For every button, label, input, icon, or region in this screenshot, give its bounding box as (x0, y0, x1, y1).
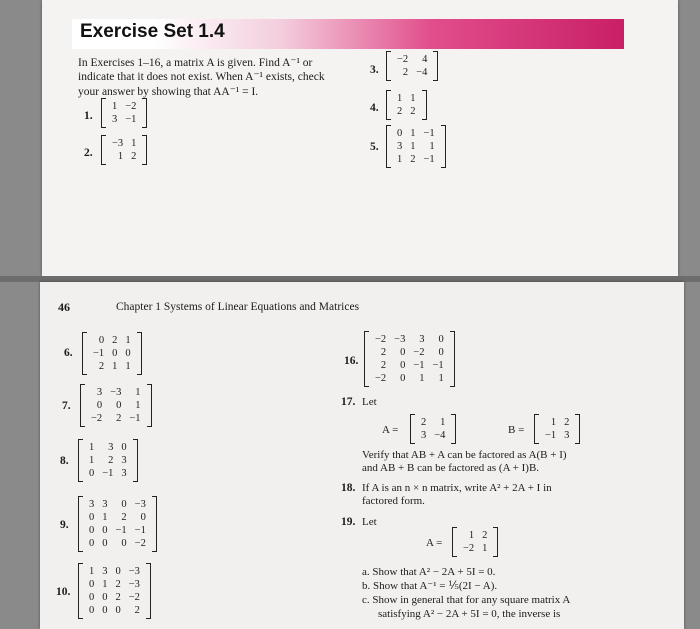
matrix-entry: 0 (115, 605, 121, 616)
matrix-entry: 2 (108, 455, 114, 466)
matrix-entry: −1 (432, 360, 444, 371)
matrix-entry: 3 (102, 566, 108, 577)
matrix-entry: 0 (102, 605, 108, 616)
matrix-entry: −1 (93, 348, 105, 359)
matrix-entry: 0 (125, 348, 131, 359)
matrix-entry: 3 (89, 499, 95, 510)
section-title: Exercise Set 1.4 (80, 21, 225, 42)
matrix-entry: 3 (397, 141, 403, 152)
matrix-entry: 3 (108, 442, 114, 453)
matrix-entry: 1 (410, 141, 416, 152)
matrix-entry: 0 (102, 592, 108, 603)
matrix-entry: 1 (102, 512, 108, 523)
matrix-entry: 2 (564, 417, 570, 428)
exercise-1-label: 1. (84, 110, 93, 122)
exercise-3-label: 3. (370, 64, 379, 76)
matrix-entry: −1 (115, 525, 127, 536)
exercise-10-label: 10. (56, 586, 71, 598)
exercise-17-matrix-a (410, 416, 456, 442)
matrix-entry: −1 (423, 128, 435, 139)
exercise-5-label: 5. (370, 141, 379, 153)
matrix-entry: −2 (413, 347, 425, 358)
exercise-19-a-label: A = (426, 537, 443, 549)
matrix-entry: 0 (115, 566, 121, 577)
matrix-entry: 1 (89, 442, 95, 453)
matrix-entry: 2 (410, 106, 416, 117)
exercise-19-part-c-2: satisfying A² − 2A + 5I = 0, the inverse is (378, 608, 561, 620)
exercise-19-matrix-a (452, 529, 498, 555)
exercise-7-label: 7. (62, 400, 71, 412)
exercise-19-let: Let (362, 516, 377, 528)
exercise-18-label: 18. (341, 482, 356, 494)
matrix-entry: −2 (134, 538, 146, 549)
exercise-19-label: 19. (341, 516, 356, 528)
matrix-entry: 1 (482, 543, 488, 554)
matrix-entry: 2 (380, 347, 387, 358)
matrix-entry: 1 (112, 361, 118, 372)
matrix-entry: −1 (134, 525, 146, 536)
exercise-16-label: 16. (344, 355, 359, 367)
matrix-entry: 2 (421, 417, 427, 428)
matrix-entry: 1 (89, 455, 95, 466)
matrix-entry: −2 (463, 543, 475, 554)
matrix-entry: 1 (135, 387, 141, 398)
matrix-entry: −1 (129, 413, 141, 424)
matrix-entry: −2 (397, 54, 409, 65)
matrix-entry: 3 (121, 468, 127, 479)
matrix-entry: −1 (102, 468, 114, 479)
matrix-entry: 0 (89, 592, 95, 603)
exercise-17-b-label: B = (508, 424, 525, 436)
matrix-entry: 2 (116, 413, 122, 424)
matrix-entry: 1 (410, 93, 416, 104)
matrix-entry: 1 (440, 417, 446, 428)
matrix-entry: 0 (116, 400, 122, 411)
matrix-entry: 0 (89, 512, 95, 523)
matrix-entry: 0 (438, 347, 444, 358)
matrix-entry: 3 (421, 430, 427, 441)
exercise-9-matrix (78, 498, 157, 550)
matrix-entry: 0 (102, 538, 108, 549)
matrix-entry: −2 (125, 101, 137, 112)
matrix-entry: 1 (112, 101, 118, 112)
exercise-18-line-1: If A is an n × n matrix, write A² + 2A + I in (362, 482, 552, 494)
matrix-entry: 2 (98, 361, 105, 372)
matrix-entry: 1 (397, 93, 403, 104)
exercise-16-matrix (364, 333, 455, 385)
exercise-17-label: 17. (341, 396, 356, 408)
exercise-18-line-2: factored form. (362, 495, 425, 507)
page-number: 46 (58, 300, 70, 314)
matrix-entry: 3 (112, 114, 118, 125)
matrix-entry: 1 (550, 417, 557, 428)
exercise-2-label: 2. (84, 147, 93, 159)
exercise-4-matrix (386, 92, 427, 118)
exercise-8-matrix (78, 441, 138, 480)
matrix-entry: 2 (121, 512, 127, 523)
exercise-10-matrix (78, 565, 151, 617)
exercise-2-matrix (101, 137, 147, 163)
exercise-5-matrix (386, 127, 446, 166)
matrix-entry: 3 (564, 430, 570, 441)
matrix-entry: 2 (410, 154, 416, 165)
matrix-entry: −3 (112, 138, 124, 149)
matrix-entry: 2 (115, 592, 121, 603)
exercise-17-a-label: A = (382, 424, 399, 436)
matrix-entry: 1 (468, 530, 475, 541)
matrix-entry: 1 (125, 335, 131, 346)
matrix-entry: −1 (125, 114, 137, 125)
matrix-entry: 0 (89, 579, 95, 590)
matrix-entry: 0 (400, 373, 406, 384)
matrix-entry: 0 (102, 525, 108, 536)
exercise-8-label: 8. (60, 455, 69, 467)
matrix-entry: 2 (397, 106, 403, 117)
matrix-entry: 0 (400, 360, 406, 371)
exercise-1-matrix (101, 100, 147, 126)
exercise-19-part-c-1: c. Show in general that for any square matrix A (362, 594, 571, 606)
matrix-entry: −1 (545, 430, 557, 441)
matrix-entry: −4 (416, 67, 428, 78)
matrix-entry: −3 (128, 566, 140, 577)
matrix-entry: 3 (419, 334, 425, 345)
running-head: Chapter 1 Systems of Linear Equations and Matrices (116, 301, 360, 313)
matrix-entry: 0 (397, 128, 403, 139)
matrix-entry: 3 (121, 455, 127, 466)
exercise-17-verify-2: and AB + B can be factored as (A + I)B. (362, 462, 540, 474)
matrix-entry: 3 (102, 499, 108, 510)
matrix-entry: 2 (112, 335, 118, 346)
matrix-entry: 2 (380, 360, 387, 371)
matrix-entry: 1 (125, 361, 131, 372)
matrix-entry: 0 (400, 347, 406, 358)
exercise-4-label: 4. (370, 102, 379, 114)
matrix-entry: 0 (98, 335, 105, 346)
matrix-entry: 1 (117, 151, 124, 162)
matrix-entry: 0 (112, 348, 118, 359)
exercise-instructions: In Exercises 1–16, a matrix A is given. Find A⁻¹ or indicate that it does not exist. When A⁻¹ exists, check your answer by showing that AA⁻¹ = I. (78, 57, 325, 98)
matrix-entry: 2 (482, 530, 488, 541)
exercise-6-matrix (82, 334, 142, 373)
matrix-entry: 0 (89, 525, 95, 536)
exercise-19-part-a: a. Show that A² − 2A + 5I = 0. (362, 566, 496, 578)
exercise-7-matrix (80, 386, 152, 425)
exercise-3-matrix (386, 53, 438, 79)
exercise-17-verify-1: Verify that AB + A can be factored as A(B + I) (362, 449, 567, 461)
matrix-entry: −3 (128, 579, 140, 590)
matrix-entry: 1 (429, 141, 435, 152)
matrix-entry: −3 (110, 387, 122, 398)
matrix-entry: 4 (422, 54, 428, 65)
matrix-entry: −3 (134, 499, 146, 510)
matrix-entry: −2 (375, 373, 387, 384)
matrix-entry: 0 (438, 334, 444, 345)
exercise-9-label: 9. (60, 519, 69, 531)
matrix-entry: −4 (434, 430, 446, 441)
matrix-entry: 2 (115, 579, 121, 590)
matrix-entry: 0 (121, 442, 127, 453)
matrix-entry: 1 (131, 138, 137, 149)
matrix-entry: 2 (134, 605, 140, 616)
matrix-entry: 0 (121, 499, 127, 510)
matrix-entry: 0 (89, 605, 95, 616)
matrix-entry: −1 (423, 154, 435, 165)
matrix-entry: 1 (135, 400, 141, 411)
matrix-entry: 0 (89, 468, 95, 479)
matrix-entry: −3 (394, 334, 406, 345)
matrix-entry: 1 (410, 128, 416, 139)
exercise-17-matrix-b (534, 416, 580, 442)
matrix-entry: 1 (397, 154, 403, 165)
matrix-entry: 1 (89, 566, 95, 577)
matrix-entry: 0 (140, 512, 146, 523)
matrix-entry: 0 (121, 538, 127, 549)
matrix-entry: 3 (96, 387, 103, 398)
matrix-entry: 2 (131, 151, 137, 162)
matrix-entry: −2 (375, 334, 387, 345)
matrix-entry: −2 (91, 413, 103, 424)
matrix-entry: 1 (438, 373, 444, 384)
matrix-entry: 0 (89, 538, 95, 549)
matrix-entry: 1 (102, 579, 108, 590)
exercise-17-let: Let (362, 396, 377, 408)
matrix-entry: 2 (402, 67, 409, 78)
matrix-entry: −2 (128, 592, 140, 603)
exercise-19-part-b: b. Show that A⁻¹ = ⅕(2I − A). (362, 580, 498, 592)
matrix-entry: 0 (96, 400, 103, 411)
exercise-6-label: 6. (64, 347, 73, 359)
matrix-entry: 1 (419, 373, 425, 384)
matrix-entry: −1 (413, 360, 425, 371)
